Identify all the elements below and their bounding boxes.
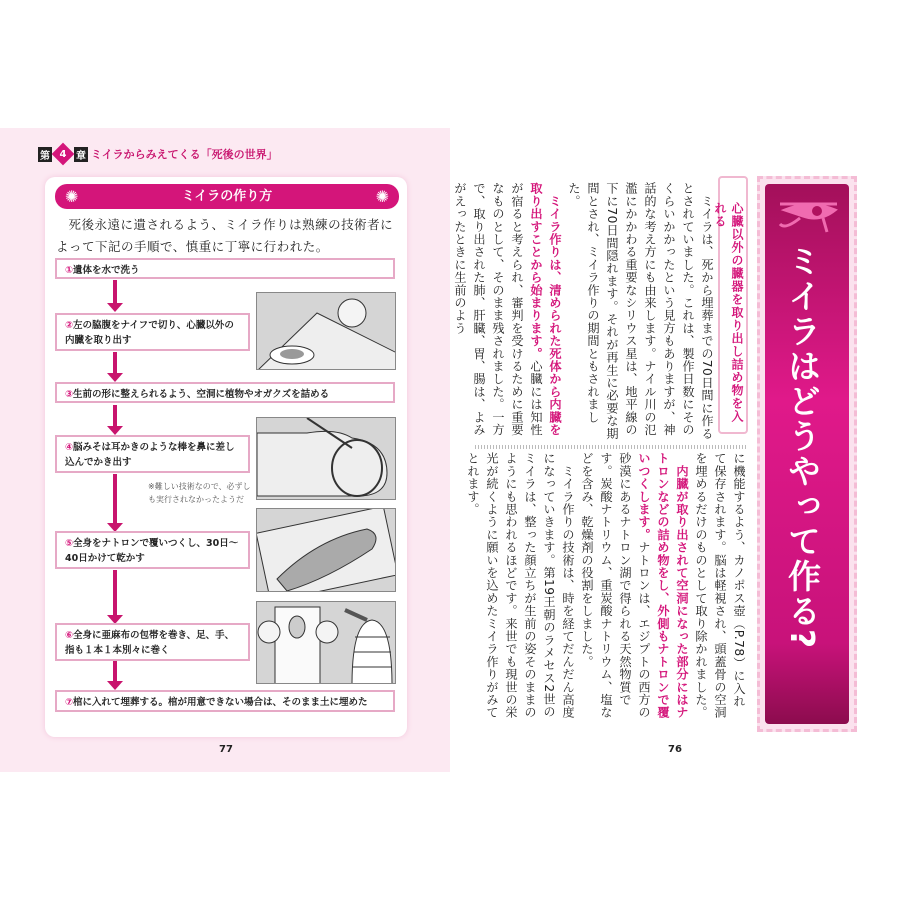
step-2 [55, 313, 250, 351]
page-number-right: 76 [668, 744, 682, 755]
box-title-bar [55, 184, 399, 209]
box-title: ミイラの作り方 [181, 189, 273, 204]
step-3 [55, 382, 395, 403]
step-number: ① [65, 265, 74, 276]
chapter-prefix: 第 [38, 147, 52, 162]
paragraph-2-continued: に機能するよう、カノポス壺（P.78）に入れて保存されます。脳は軽視され、頭蓋骨の空洞を埋めるだけのものとして取り除かれました。 [694, 452, 746, 719]
illustration-brain-removal [256, 417, 396, 500]
chapter-number-badge [52, 143, 75, 166]
paragraph-3-emphasis: 内臓が取り出されて空洞になった部分にはナトロンなどの詰め物をし、外側もナトロンで覆いつくします。 [637, 452, 689, 719]
step-text: 棺に入れて埋葬する。棺が用意できない場合は、そのまま土に埋めた [73, 697, 368, 708]
flow-arrow [113, 405, 117, 429]
body-text-upper [453, 182, 716, 440]
chapter-title: ミイラからみえてくる「死後の世界」 [91, 148, 278, 161]
page-number-left: 77 [219, 744, 233, 755]
chapter-suffix: 章 [74, 147, 88, 162]
step-1 [55, 258, 395, 279]
illustration-removing-organs [256, 292, 396, 370]
illustration-wrapping-bandages [256, 601, 396, 684]
paragraph-4: ミイラ作りの技術は、時を経てだんだん高度になっていきます。第19王朝のラメセス2世のミイラは、整った顔立ちが生前の姿そのままのようにも思われるほどです。来世でも現世の栄光が続くように願いを込めたミイラ作りがみてとれます。 [466, 452, 575, 719]
step-number: ③ [65, 389, 74, 400]
flower-icon: ✺ [65, 187, 79, 206]
illustration-natron-drying [256, 508, 396, 592]
intro-text: 死後永遠に遺されるよう、ミイラ作りは熟練の技術者によって下記の手順で、慎重に丁寧に行われた。 [56, 217, 394, 254]
step-number: ⑦ [65, 697, 74, 708]
step-number: ⑤ [65, 538, 74, 549]
chapter-number: 4 [59, 148, 67, 160]
paragraph-3-text: ナトロンは、エジプトの西方の砂漠にあるナトロン湖で得られる天然物質です。炭酸ナトリウム、重炭酸ナトリウム、塩などを含み、乾燥剤の役割をしました。 [580, 452, 651, 719]
paragraph-1: ミイラは、死から埋葬までの70日間に作るとされていました。これは、製作日数にそのくらいかかったという見方もありますが、神話的な考え方にも由来します。ナイル川の氾濫にかかわる重要なシリウス星は、地平線の下に70日間隠れます。それが再生に必要な期間とされ、ミイラ作りの期間ともされました。 [567, 182, 714, 440]
subheading: 心臓以外の臓器を取り出し詰め物を入れる [718, 176, 748, 434]
paragraph-2-text: 心臓には知性が宿ると考えられ、審判を受けるために重要なものとして、そのまま残されました。一方で、取り出された肺、肝臓、胃、腸は、よみがえったときに生前のよう [453, 182, 543, 437]
step-6 [55, 623, 250, 661]
step-7 [55, 690, 395, 712]
title-banner [757, 176, 857, 732]
step-text: 全身に亜麻布の包帯を巻き、足、手、指も１本１本別々に巻く [65, 630, 235, 656]
step-4 [55, 435, 250, 473]
section-divider [475, 445, 747, 449]
flow-arrow [113, 661, 117, 684]
step-text: 左の脇腹をナイフで切り、心臓以外の内臓を取り出す [65, 320, 234, 346]
step-text: 生前の形に整えられるよう、空洞に植物やオガクズを詰める [73, 389, 330, 400]
step-number: ② [65, 320, 74, 331]
flow-arrow [113, 280, 117, 306]
step-4-note: ※難しい技術なので、必ずしも実行されなかったようだ [148, 482, 251, 504]
eye-of-horus-icon [775, 196, 843, 234]
flower-icon: ✺ [375, 187, 389, 206]
flow-arrow [113, 352, 117, 376]
step-5 [55, 531, 250, 569]
flow-arrow [113, 570, 117, 618]
step-text: 全身をナトロンで覆いつくし、30日～ 40日かけて乾かす [65, 538, 239, 564]
step-text: 遺体を水で洗う [73, 265, 140, 276]
step-text: 脳みそは耳かきのような棒を鼻に差し込んでかき出す [65, 442, 235, 468]
body-text-lower [466, 452, 748, 720]
step-number: ④ [65, 442, 74, 453]
paragraph-2-emphasis: ミイラ作りは、清められた死体から内臓を取り出すことから始まります。 [529, 182, 562, 436]
step-number: ⑥ [65, 630, 74, 641]
chapter-header [38, 146, 278, 162]
flow-arrow [113, 474, 117, 526]
page-title: ミイラはどうやって作る? [783, 244, 822, 651]
